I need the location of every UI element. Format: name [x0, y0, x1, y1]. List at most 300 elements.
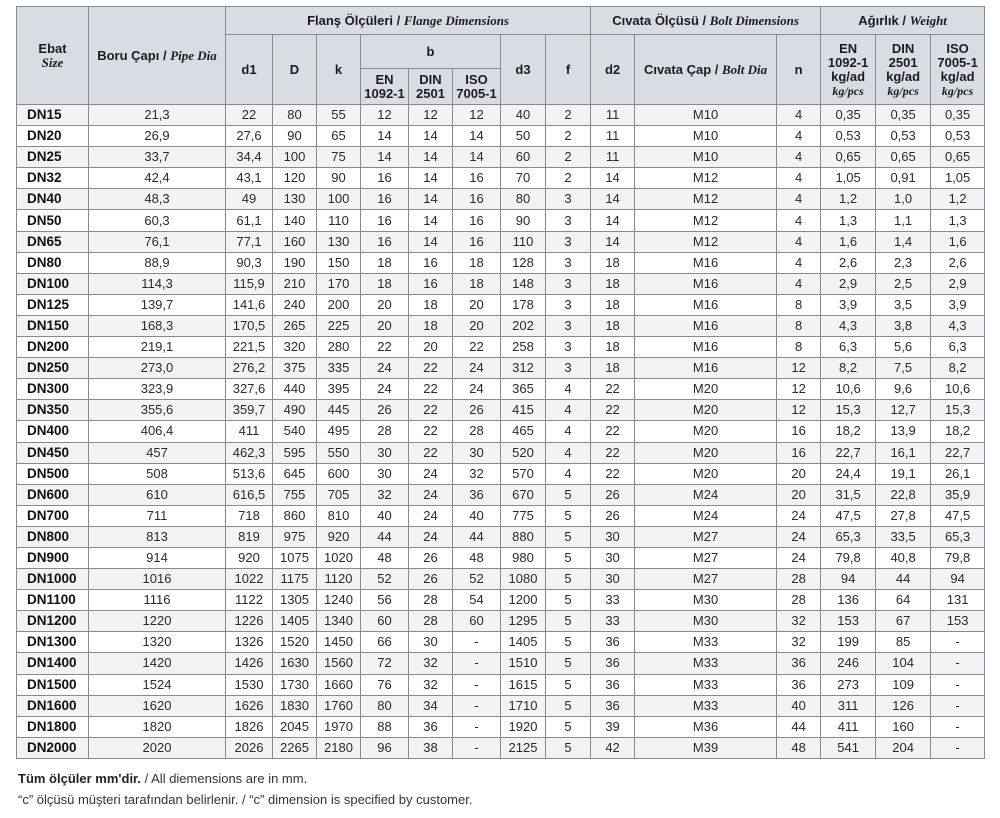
table-row	[17, 105, 985, 126]
cell-D: 130	[273, 189, 317, 210]
header-pipe-dia	[89, 7, 226, 105]
header-weight-en1092-unit-en: kg/pcs	[832, 83, 864, 98]
header-weight-din2501-unit-tr: kg/ad	[886, 68, 921, 84]
header-bolt-dimensions	[591, 7, 821, 35]
cell-D: 190	[273, 252, 317, 273]
cell-size: DN1000	[17, 569, 89, 590]
cell-weight-en1092: 273	[821, 674, 876, 695]
cell-d2: 22	[591, 400, 635, 421]
cell-k: 170	[317, 273, 361, 294]
cell-n: 36	[777, 653, 821, 674]
cell-k: 90	[317, 168, 361, 189]
cell-d3: 258	[501, 337, 546, 358]
cell-d1: 1530	[226, 674, 273, 695]
cell-weight-din2501: 1,4	[876, 231, 931, 252]
cell-bolt-dia: M30	[635, 590, 777, 611]
header-size	[17, 7, 89, 105]
cell-weight-din2501: 12,7	[876, 400, 931, 421]
cell-bolt-dia: M24	[635, 505, 777, 526]
cell-f: 4	[546, 421, 591, 442]
header-flange-en: Flange Dimensions	[403, 12, 509, 28]
cell-b-iso7005: 26	[453, 400, 501, 421]
cell-b-iso7005: -	[453, 632, 501, 653]
cell-weight-iso7005: 4,3	[931, 315, 985, 336]
header-weight-din2501-unit-en: kg/pcs	[887, 83, 919, 98]
cell-n: 24	[777, 547, 821, 568]
table-row	[17, 526, 985, 547]
table-body	[17, 105, 985, 759]
table-row	[17, 126, 985, 147]
cell-k: 810	[317, 505, 361, 526]
cell-b-din2501: 36	[409, 716, 453, 737]
footnote-units-tr: Tüm ölçüler mm'dir.	[18, 771, 142, 786]
cell-d2: 39	[591, 716, 635, 737]
cell-pipe-dia: 1524	[89, 674, 226, 695]
header-flange-dimensions	[226, 7, 591, 35]
cell-b-iso7005: 16	[453, 210, 501, 231]
cell-d3: 178	[501, 294, 546, 315]
cell-k: 445	[317, 400, 361, 421]
cell-weight-din2501: 2,5	[876, 273, 931, 294]
cell-pipe-dia: 914	[89, 547, 226, 568]
cell-bolt-dia: M20	[635, 463, 777, 484]
cell-weight-en1092: 0,35	[821, 105, 876, 126]
table-row	[17, 252, 985, 273]
cell-d3: 880	[501, 526, 546, 547]
cell-pipe-dia: 273,0	[89, 358, 226, 379]
cell-b-din2501: 28	[409, 590, 453, 611]
cell-b-iso7005: 52	[453, 569, 501, 590]
cell-b-din2501: 24	[409, 505, 453, 526]
cell-D: 265	[273, 315, 317, 336]
cell-n: 4	[777, 231, 821, 252]
cell-pipe-dia: 219,1	[89, 337, 226, 358]
cell-b-en1092: 80	[361, 695, 409, 716]
cell-d2: 18	[591, 252, 635, 273]
cell-bolt-dia: M16	[635, 315, 777, 336]
cell-weight-iso7005: -	[931, 674, 985, 695]
cell-b-iso7005: 24	[453, 358, 501, 379]
cell-weight-din2501: 160	[876, 716, 931, 737]
cell-b-din2501: 22	[409, 421, 453, 442]
cell-d2: 18	[591, 315, 635, 336]
cell-weight-en1092: 411	[821, 716, 876, 737]
cell-d1: 22	[226, 105, 273, 126]
cell-weight-iso7005: 153	[931, 611, 985, 632]
cell-d1: 616,5	[226, 484, 273, 505]
cell-bolt-dia: M24	[635, 484, 777, 505]
table-row	[17, 358, 985, 379]
cell-k: 600	[317, 463, 361, 484]
cell-b-iso7005: 22	[453, 337, 501, 358]
cell-b-iso7005: 18	[453, 273, 501, 294]
table-row	[17, 716, 985, 737]
cell-n: 40	[777, 695, 821, 716]
cell-b-din2501: 28	[409, 611, 453, 632]
cell-d2: 18	[591, 337, 635, 358]
cell-d2: 14	[591, 231, 635, 252]
cell-D: 1405	[273, 611, 317, 632]
cell-b-en1092: 66	[361, 632, 409, 653]
cell-weight-din2501: 19,1	[876, 463, 931, 484]
cell-d1: 276,2	[226, 358, 273, 379]
cell-d3: 1295	[501, 611, 546, 632]
cell-size: DN800	[17, 526, 89, 547]
table-row	[17, 590, 985, 611]
cell-b-iso7005: 60	[453, 611, 501, 632]
header-b-iso7005-num: 7005-1	[456, 85, 497, 101]
cell-b-din2501: 20	[409, 337, 453, 358]
header-weight	[821, 7, 985, 35]
header-D: D	[273, 35, 317, 105]
cell-d3: 1710	[501, 695, 546, 716]
cell-f: 3	[546, 358, 591, 379]
cell-b-iso7005: -	[453, 653, 501, 674]
cell-size: DN32	[17, 168, 89, 189]
cell-d1: 359,7	[226, 400, 273, 421]
cell-f: 3	[546, 337, 591, 358]
cell-bolt-dia: M10	[635, 147, 777, 168]
cell-weight-din2501: 16,1	[876, 442, 931, 463]
cell-D: 240	[273, 294, 317, 315]
header-weight-din2501-num: 2501	[888, 54, 918, 70]
cell-d1: 327,6	[226, 379, 273, 400]
table-row	[17, 463, 985, 484]
header-size-tr: Ebat	[38, 40, 67, 56]
cell-weight-iso7005: -	[931, 653, 985, 674]
cell-d2: 18	[591, 273, 635, 294]
cell-pipe-dia: 48,3	[89, 189, 226, 210]
cell-pipe-dia: 21,3	[89, 105, 226, 126]
cell-b-en1092: 48	[361, 547, 409, 568]
cell-bolt-dia: M27	[635, 569, 777, 590]
cell-f: 5	[546, 716, 591, 737]
footnote-c-dimension: “c” ölçüsü müşteri tarafından belirlenir. / “c” dimension is specified by customer.	[18, 792, 473, 807]
cell-pipe-dia: 1116	[89, 590, 226, 611]
cell-weight-iso7005: -	[931, 695, 985, 716]
cell-weight-iso7005: 1,6	[931, 231, 985, 252]
cell-bolt-dia: M20	[635, 442, 777, 463]
cell-d1: 1426	[226, 653, 273, 674]
cell-d2: 30	[591, 547, 635, 568]
cell-b-en1092: 96	[361, 737, 409, 758]
cell-b-din2501: 34	[409, 695, 453, 716]
cell-pipe-dia: 1016	[89, 569, 226, 590]
cell-b-din2501: 16	[409, 252, 453, 273]
cell-D: 90	[273, 126, 317, 147]
cell-pipe-dia: 1320	[89, 632, 226, 653]
cell-weight-din2501: 40,8	[876, 547, 931, 568]
cell-n: 4	[777, 168, 821, 189]
cell-D: 375	[273, 358, 317, 379]
table-row	[17, 337, 985, 358]
cell-k: 200	[317, 294, 361, 315]
cell-b-en1092: 16	[361, 168, 409, 189]
table-row	[17, 210, 985, 231]
cell-weight-iso7005: 47,5	[931, 505, 985, 526]
cell-f: 4	[546, 400, 591, 421]
cell-D: 120	[273, 168, 317, 189]
cell-weight-en1092: 136	[821, 590, 876, 611]
footnote-units	[18, 768, 472, 789]
header-weight-din2501-std: DIN	[891, 40, 915, 56]
table-row	[17, 569, 985, 590]
cell-f: 4	[546, 463, 591, 484]
cell-d3: 40	[501, 105, 546, 126]
cell-weight-en1092: 153	[821, 611, 876, 632]
cell-size: DN125	[17, 294, 89, 315]
cell-b-iso7005: 14	[453, 147, 501, 168]
cell-bolt-dia: M12	[635, 189, 777, 210]
cell-f: 3	[546, 294, 591, 315]
table-row	[17, 400, 985, 421]
cell-d1: 34,4	[226, 147, 273, 168]
cell-d2: 18	[591, 294, 635, 315]
cell-weight-iso7005: 18,2	[931, 421, 985, 442]
cell-weight-iso7005: 15,3	[931, 400, 985, 421]
cell-b-en1092: 72	[361, 653, 409, 674]
cell-b-en1092: 18	[361, 273, 409, 294]
cell-d2: 36	[591, 632, 635, 653]
cell-D: 645	[273, 463, 317, 484]
cell-d3: 980	[501, 547, 546, 568]
cell-d1: 1022	[226, 569, 273, 590]
cell-b-din2501: 14	[409, 231, 453, 252]
header-weight-iso7005-num: 7005-1	[937, 54, 978, 70]
cell-D: 80	[273, 105, 317, 126]
cell-weight-en1092: 10,6	[821, 379, 876, 400]
cell-n: 32	[777, 632, 821, 653]
cell-size: DN65	[17, 231, 89, 252]
cell-pipe-dia: 406,4	[89, 421, 226, 442]
cell-weight-din2501: 9,6	[876, 379, 931, 400]
header-d2: d2	[591, 35, 635, 105]
table-row	[17, 632, 985, 653]
cell-size: DN400	[17, 421, 89, 442]
cell-d2: 14	[591, 210, 635, 231]
cell-weight-en1092: 3,9	[821, 294, 876, 315]
cell-D: 100	[273, 147, 317, 168]
cell-d3: 1510	[501, 653, 546, 674]
cell-weight-din2501: 64	[876, 590, 931, 611]
cell-weight-iso7005: -	[931, 737, 985, 758]
cell-D: 595	[273, 442, 317, 463]
header-d3: d3	[501, 35, 546, 105]
cell-D: 1830	[273, 695, 317, 716]
cell-d3: 365	[501, 379, 546, 400]
cell-D: 1305	[273, 590, 317, 611]
cell-k: 335	[317, 358, 361, 379]
cell-b-din2501: 18	[409, 315, 453, 336]
cell-size: DN25	[17, 147, 89, 168]
cell-d3: 80	[501, 189, 546, 210]
cell-d1: 1326	[226, 632, 273, 653]
cell-pipe-dia: 88,9	[89, 252, 226, 273]
cell-d1: 43,1	[226, 168, 273, 189]
cell-weight-en1092: 2,6	[821, 252, 876, 273]
cell-pipe-dia: 813	[89, 526, 226, 547]
cell-size: DN1300	[17, 632, 89, 653]
header-b-din2501-std: DIN	[419, 71, 442, 87]
cell-n: 4	[777, 210, 821, 231]
cell-weight-en1092: 24,4	[821, 463, 876, 484]
cell-weight-din2501: 0,53	[876, 126, 931, 147]
cell-b-din2501: 14	[409, 147, 453, 168]
cell-k: 1340	[317, 611, 361, 632]
cell-D: 140	[273, 210, 317, 231]
cell-f: 5	[546, 505, 591, 526]
cell-n: 44	[777, 716, 821, 737]
cell-bolt-dia: M27	[635, 526, 777, 547]
cell-weight-en1092: 0,65	[821, 147, 876, 168]
cell-b-din2501: 38	[409, 737, 453, 758]
cell-size: DN200	[17, 337, 89, 358]
cell-weight-din2501: 1,0	[876, 189, 931, 210]
header-weight-iso7005-unit-en: kg/pcs	[941, 83, 974, 98]
cell-d3: 1200	[501, 590, 546, 611]
cell-k: 65	[317, 126, 361, 147]
cell-weight-din2501: 1,1	[876, 210, 931, 231]
cell-d1: 1226	[226, 611, 273, 632]
cell-size: DN150	[17, 315, 89, 336]
header-bolt-tr: Cıvata Ölçüsü /	[612, 12, 707, 28]
cell-b-iso7005: 24	[453, 379, 501, 400]
cell-d3: 128	[501, 252, 546, 273]
cell-d3: 570	[501, 463, 546, 484]
cell-b-iso7005: 36	[453, 484, 501, 505]
cell-bolt-dia: M16	[635, 337, 777, 358]
cell-size: DN300	[17, 379, 89, 400]
cell-weight-iso7005: -	[931, 716, 985, 737]
header-weight-en1092	[821, 35, 876, 105]
cell-n: 36	[777, 674, 821, 695]
cell-D: 975	[273, 526, 317, 547]
cell-f: 4	[546, 442, 591, 463]
cell-b-iso7005: 20	[453, 294, 501, 315]
cell-weight-iso7005: 1,3	[931, 210, 985, 231]
cell-bolt-dia: M16	[635, 358, 777, 379]
cell-k: 1760	[317, 695, 361, 716]
cell-b-din2501: 14	[409, 126, 453, 147]
cell-n: 4	[777, 273, 821, 294]
cell-d1: 411	[226, 421, 273, 442]
cell-weight-en1092: 1,2	[821, 189, 876, 210]
cell-n: 16	[777, 421, 821, 442]
cell-d3: 1615	[501, 674, 546, 695]
cell-pipe-dia: 1620	[89, 695, 226, 716]
header-b-en1092-std: EN	[375, 71, 394, 87]
cell-bolt-dia: M10	[635, 126, 777, 147]
cell-n: 12	[777, 400, 821, 421]
cell-b-iso7005: -	[453, 737, 501, 758]
cell-f: 3	[546, 210, 591, 231]
cell-d3: 1920	[501, 716, 546, 737]
cell-weight-en1092: 2,9	[821, 273, 876, 294]
cell-pipe-dia: 114,3	[89, 273, 226, 294]
cell-weight-en1092: 22,7	[821, 442, 876, 463]
header-b-iso7005-std: ISO	[465, 71, 488, 87]
cell-k: 225	[317, 315, 361, 336]
cell-size: DN700	[17, 505, 89, 526]
cell-n: 28	[777, 590, 821, 611]
cell-pipe-dia: 355,6	[89, 400, 226, 421]
cell-weight-en1092: 1,05	[821, 168, 876, 189]
cell-size: DN2000	[17, 737, 89, 758]
cell-d2: 22	[591, 463, 635, 484]
cell-b-en1092: 88	[361, 716, 409, 737]
cell-D: 2265	[273, 737, 317, 758]
cell-b-din2501: 22	[409, 358, 453, 379]
cell-size: DN1100	[17, 590, 89, 611]
cell-b-en1092: 20	[361, 315, 409, 336]
cell-d1: 819	[226, 526, 273, 547]
cell-k: 395	[317, 379, 361, 400]
cell-weight-en1092: 0,53	[821, 126, 876, 147]
header-b-din2501	[409, 69, 453, 105]
cell-b-din2501: 24	[409, 484, 453, 505]
cell-weight-iso7005: 0,53	[931, 126, 985, 147]
cell-bolt-dia: M27	[635, 547, 777, 568]
cell-weight-din2501: 3,8	[876, 315, 931, 336]
cell-b-iso7005: 14	[453, 126, 501, 147]
cell-D: 1075	[273, 547, 317, 568]
header-weight-en1092-num: 1092-1	[827, 54, 869, 70]
cell-d3: 465	[501, 421, 546, 442]
cell-d2: 14	[591, 168, 635, 189]
cell-d2: 18	[591, 358, 635, 379]
cell-bolt-dia: M33	[635, 674, 777, 695]
cell-weight-din2501: 33,5	[876, 526, 931, 547]
cell-weight-din2501: 44	[876, 569, 931, 590]
cell-size: DN1500	[17, 674, 89, 695]
cell-b-iso7005: -	[453, 716, 501, 737]
cell-k: 110	[317, 210, 361, 231]
cell-b-en1092: 26	[361, 400, 409, 421]
cell-k: 550	[317, 442, 361, 463]
cell-D: 320	[273, 337, 317, 358]
cell-b-iso7005: -	[453, 674, 501, 695]
cell-b-din2501: 32	[409, 653, 453, 674]
cell-d2: 33	[591, 590, 635, 611]
table-row	[17, 674, 985, 695]
cell-weight-en1092: 31,5	[821, 484, 876, 505]
table-row	[17, 484, 985, 505]
cell-d3: 312	[501, 358, 546, 379]
cell-n: 12	[777, 358, 821, 379]
cell-k: 1660	[317, 674, 361, 695]
cell-b-din2501: 18	[409, 294, 453, 315]
header-bolt-dia	[635, 35, 777, 105]
cell-size: DN900	[17, 547, 89, 568]
cell-d3: 775	[501, 505, 546, 526]
cell-pipe-dia: 26,9	[89, 126, 226, 147]
cell-b-iso7005: 16	[453, 168, 501, 189]
cell-D: 1730	[273, 674, 317, 695]
cell-bolt-dia: M36	[635, 716, 777, 737]
cell-weight-en1092: 18,2	[821, 421, 876, 442]
cell-b-en1092: 44	[361, 526, 409, 547]
header-k: k	[317, 35, 361, 105]
cell-b-iso7005: 16	[453, 189, 501, 210]
cell-D: 1630	[273, 653, 317, 674]
cell-weight-iso7005: 131	[931, 590, 985, 611]
cell-k: 2180	[317, 737, 361, 758]
table-row	[17, 315, 985, 336]
cell-d1: 2026	[226, 737, 273, 758]
cell-b-en1092: 24	[361, 379, 409, 400]
cell-d1: 221,5	[226, 337, 273, 358]
cell-size: DN350	[17, 400, 89, 421]
